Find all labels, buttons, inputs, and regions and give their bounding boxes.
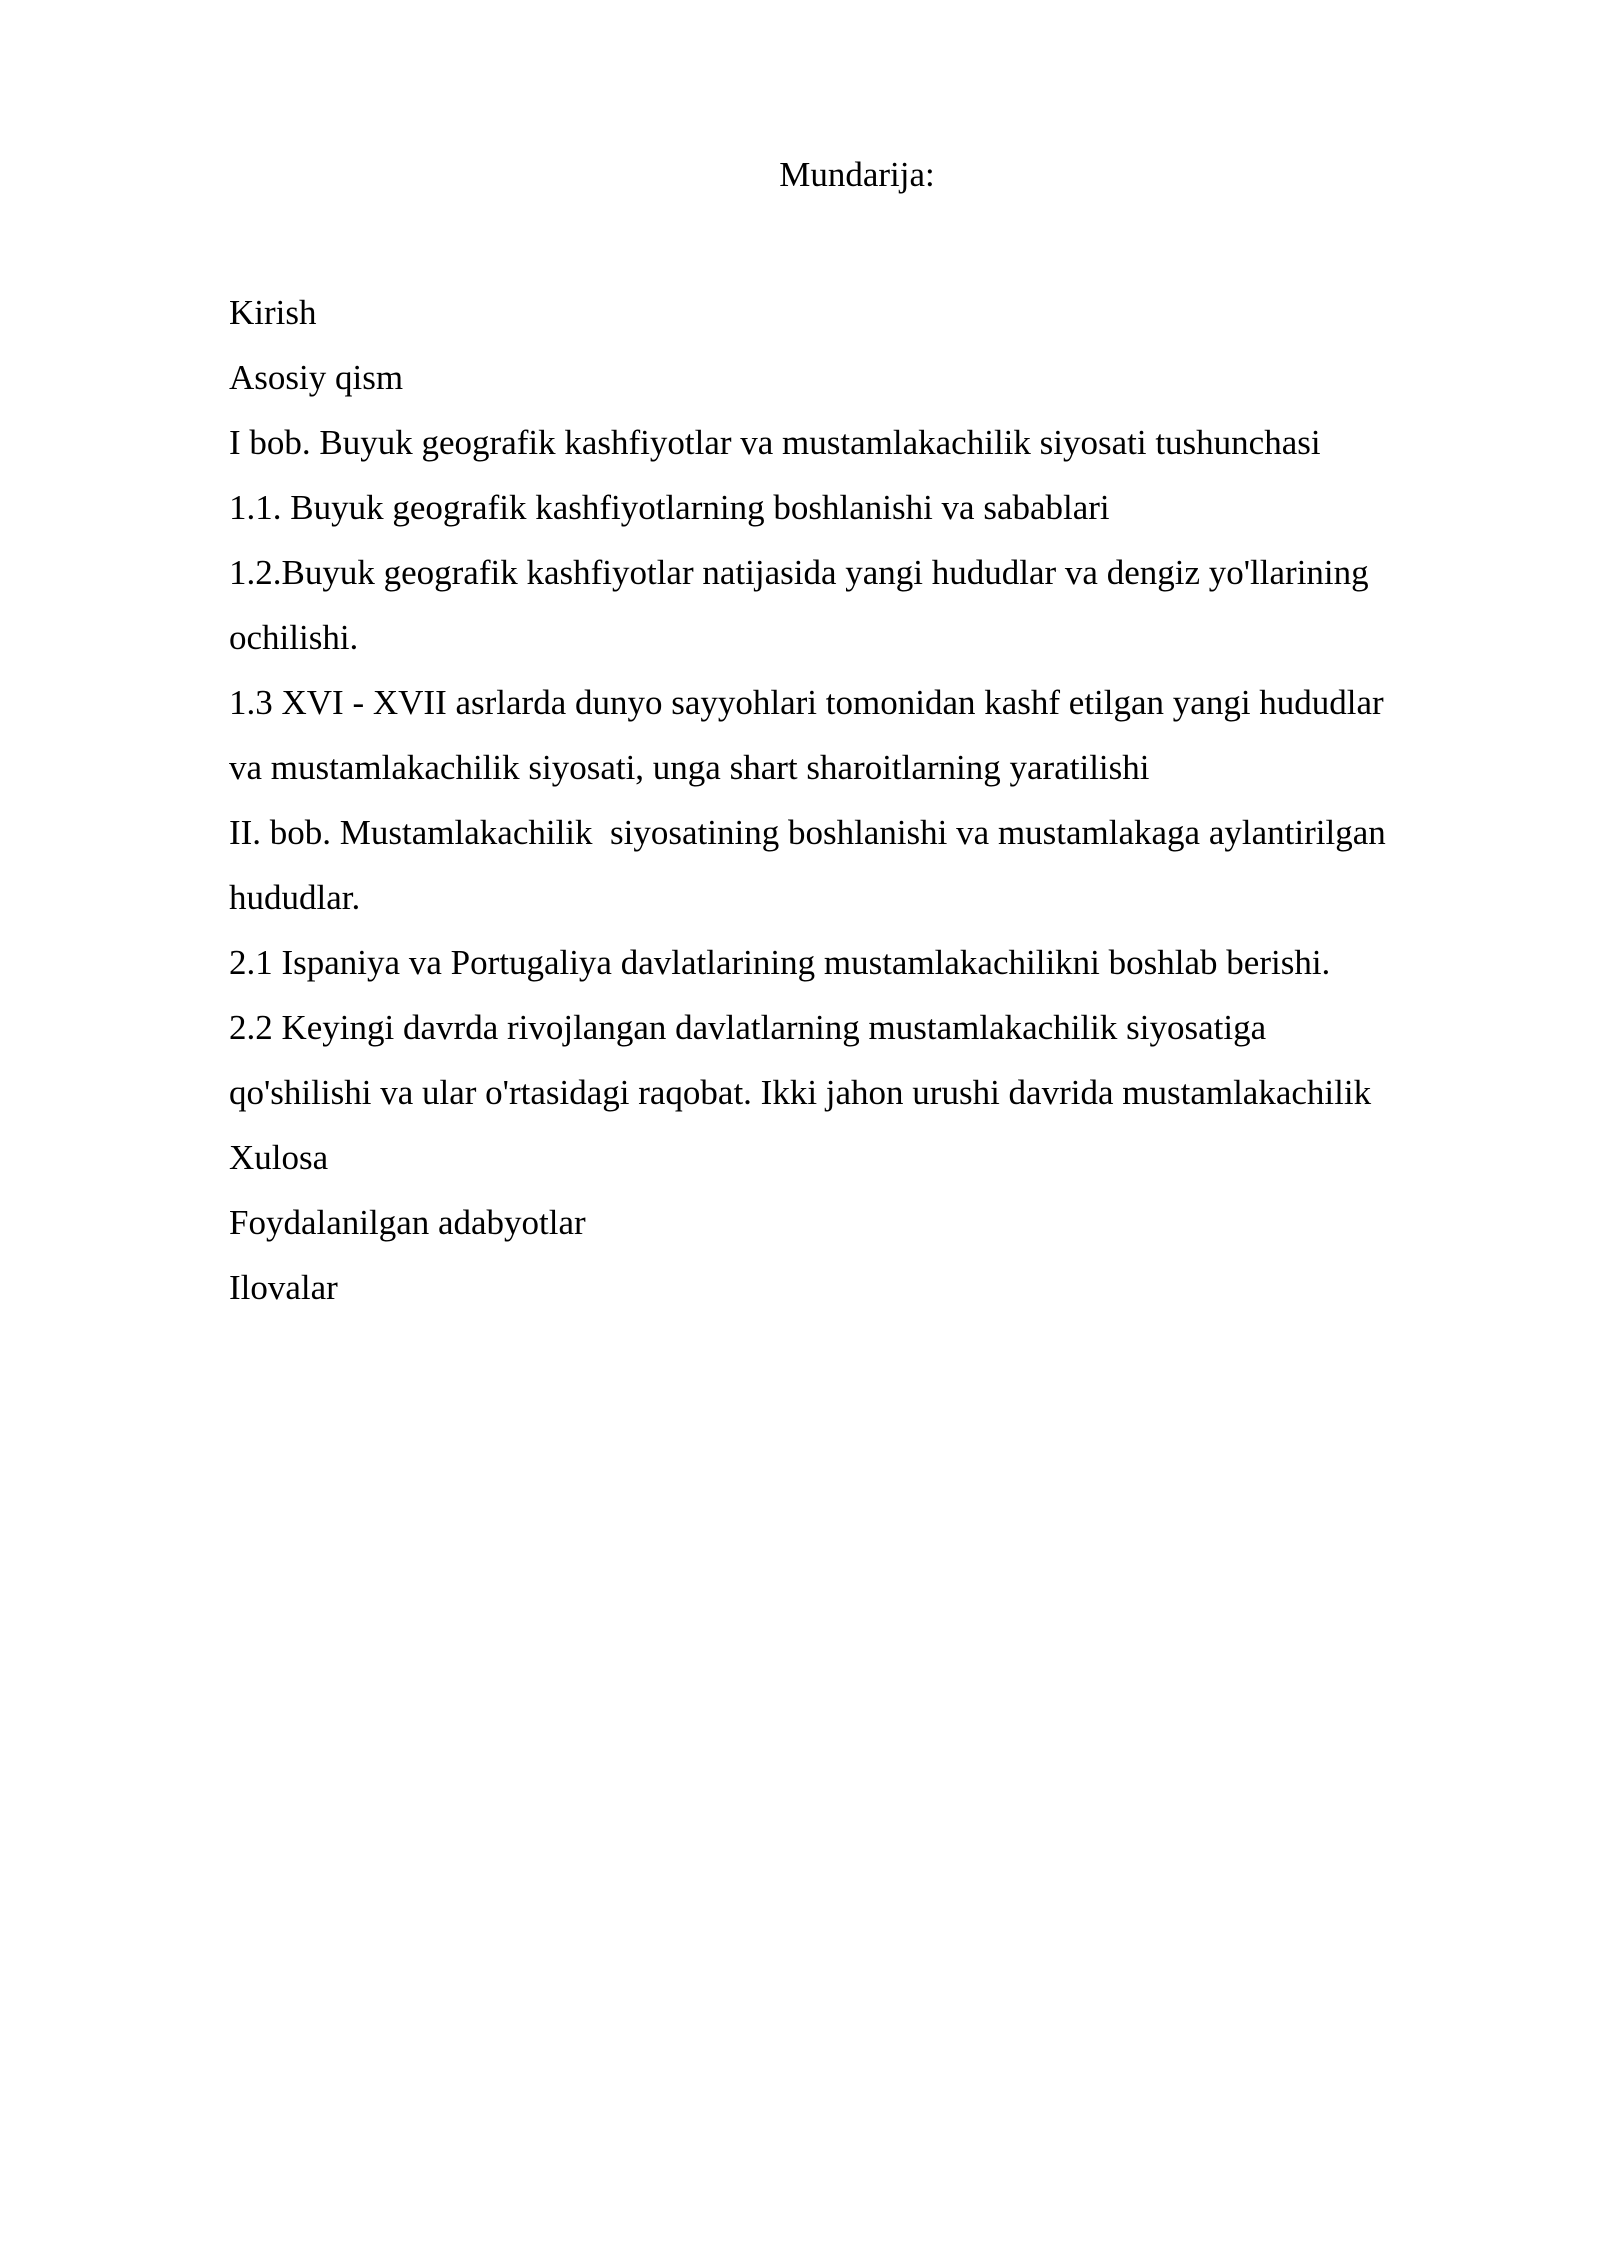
toc-entry-xulosa: Xulosa: [229, 1138, 329, 1177]
toc-entry-section-1-3: 1.3 XVI - XVII asrlarda dunyo sayyohlari tomonidan kashf etilgan yangi hududlar: [229, 683, 1384, 722]
toc-entry-ilovalar: Ilovalar: [229, 1268, 338, 1307]
toc-entry-section-1-2-continued: ochilishi.: [229, 618, 359, 657]
toc-entry-section-2-2-continued: qo'shilishi va ular o'rtasidagi raqobat. Ikki jahon urushi davrida mustamlakachilik: [229, 1073, 1372, 1112]
toc-entry-adabiyotlar: Foydalanilgan adabyotlar: [229, 1203, 586, 1242]
toc-entry-section-2-1: 2.1 Ispaniya va Portugaliya davlatlarining mustamlakachilikni boshlab berishi.: [229, 943, 1331, 982]
toc-entry-section-2-2: 2.2 Keyingi davrda rivojlangan davlatlarning mustamlakachilik siyosatiga: [229, 1008, 1267, 1047]
toc-entry-section-1-1: 1.1. Buyuk geografik kashfiyotlarning boshlanishi va sabablari: [229, 488, 1110, 527]
toc-title: Mundarija:: [779, 155, 935, 194]
toc-entry-chapter-2: II. bob. Mustamlakachilik siyosatining boshlanishi va mustamlakaga aylantirilgan: [229, 813, 1386, 852]
toc-entry-chapter-2-continued: hududlar.: [229, 878, 361, 917]
toc-entry-section-1-2: 1.2.Buyuk geografik kashfiyotlar natijasida yangi hududlar va dengiz yo'llarining: [229, 553, 1369, 592]
toc-entry-kirish: Kirish: [229, 293, 317, 332]
toc-entry-section-1-3-continued: va mustamlakachilik siyosati, unga shart sharoitlarning yaratilishi: [229, 748, 1150, 787]
toc-entry-asosiy-qism: Asosiy qism: [229, 358, 404, 397]
toc-list: [229, 280, 1529, 1320]
toc-entry-chapter-1: I bob. Buyuk geografik kashfiyotlar va mustamlakachilik siyosati tushunchasi: [229, 423, 1321, 462]
